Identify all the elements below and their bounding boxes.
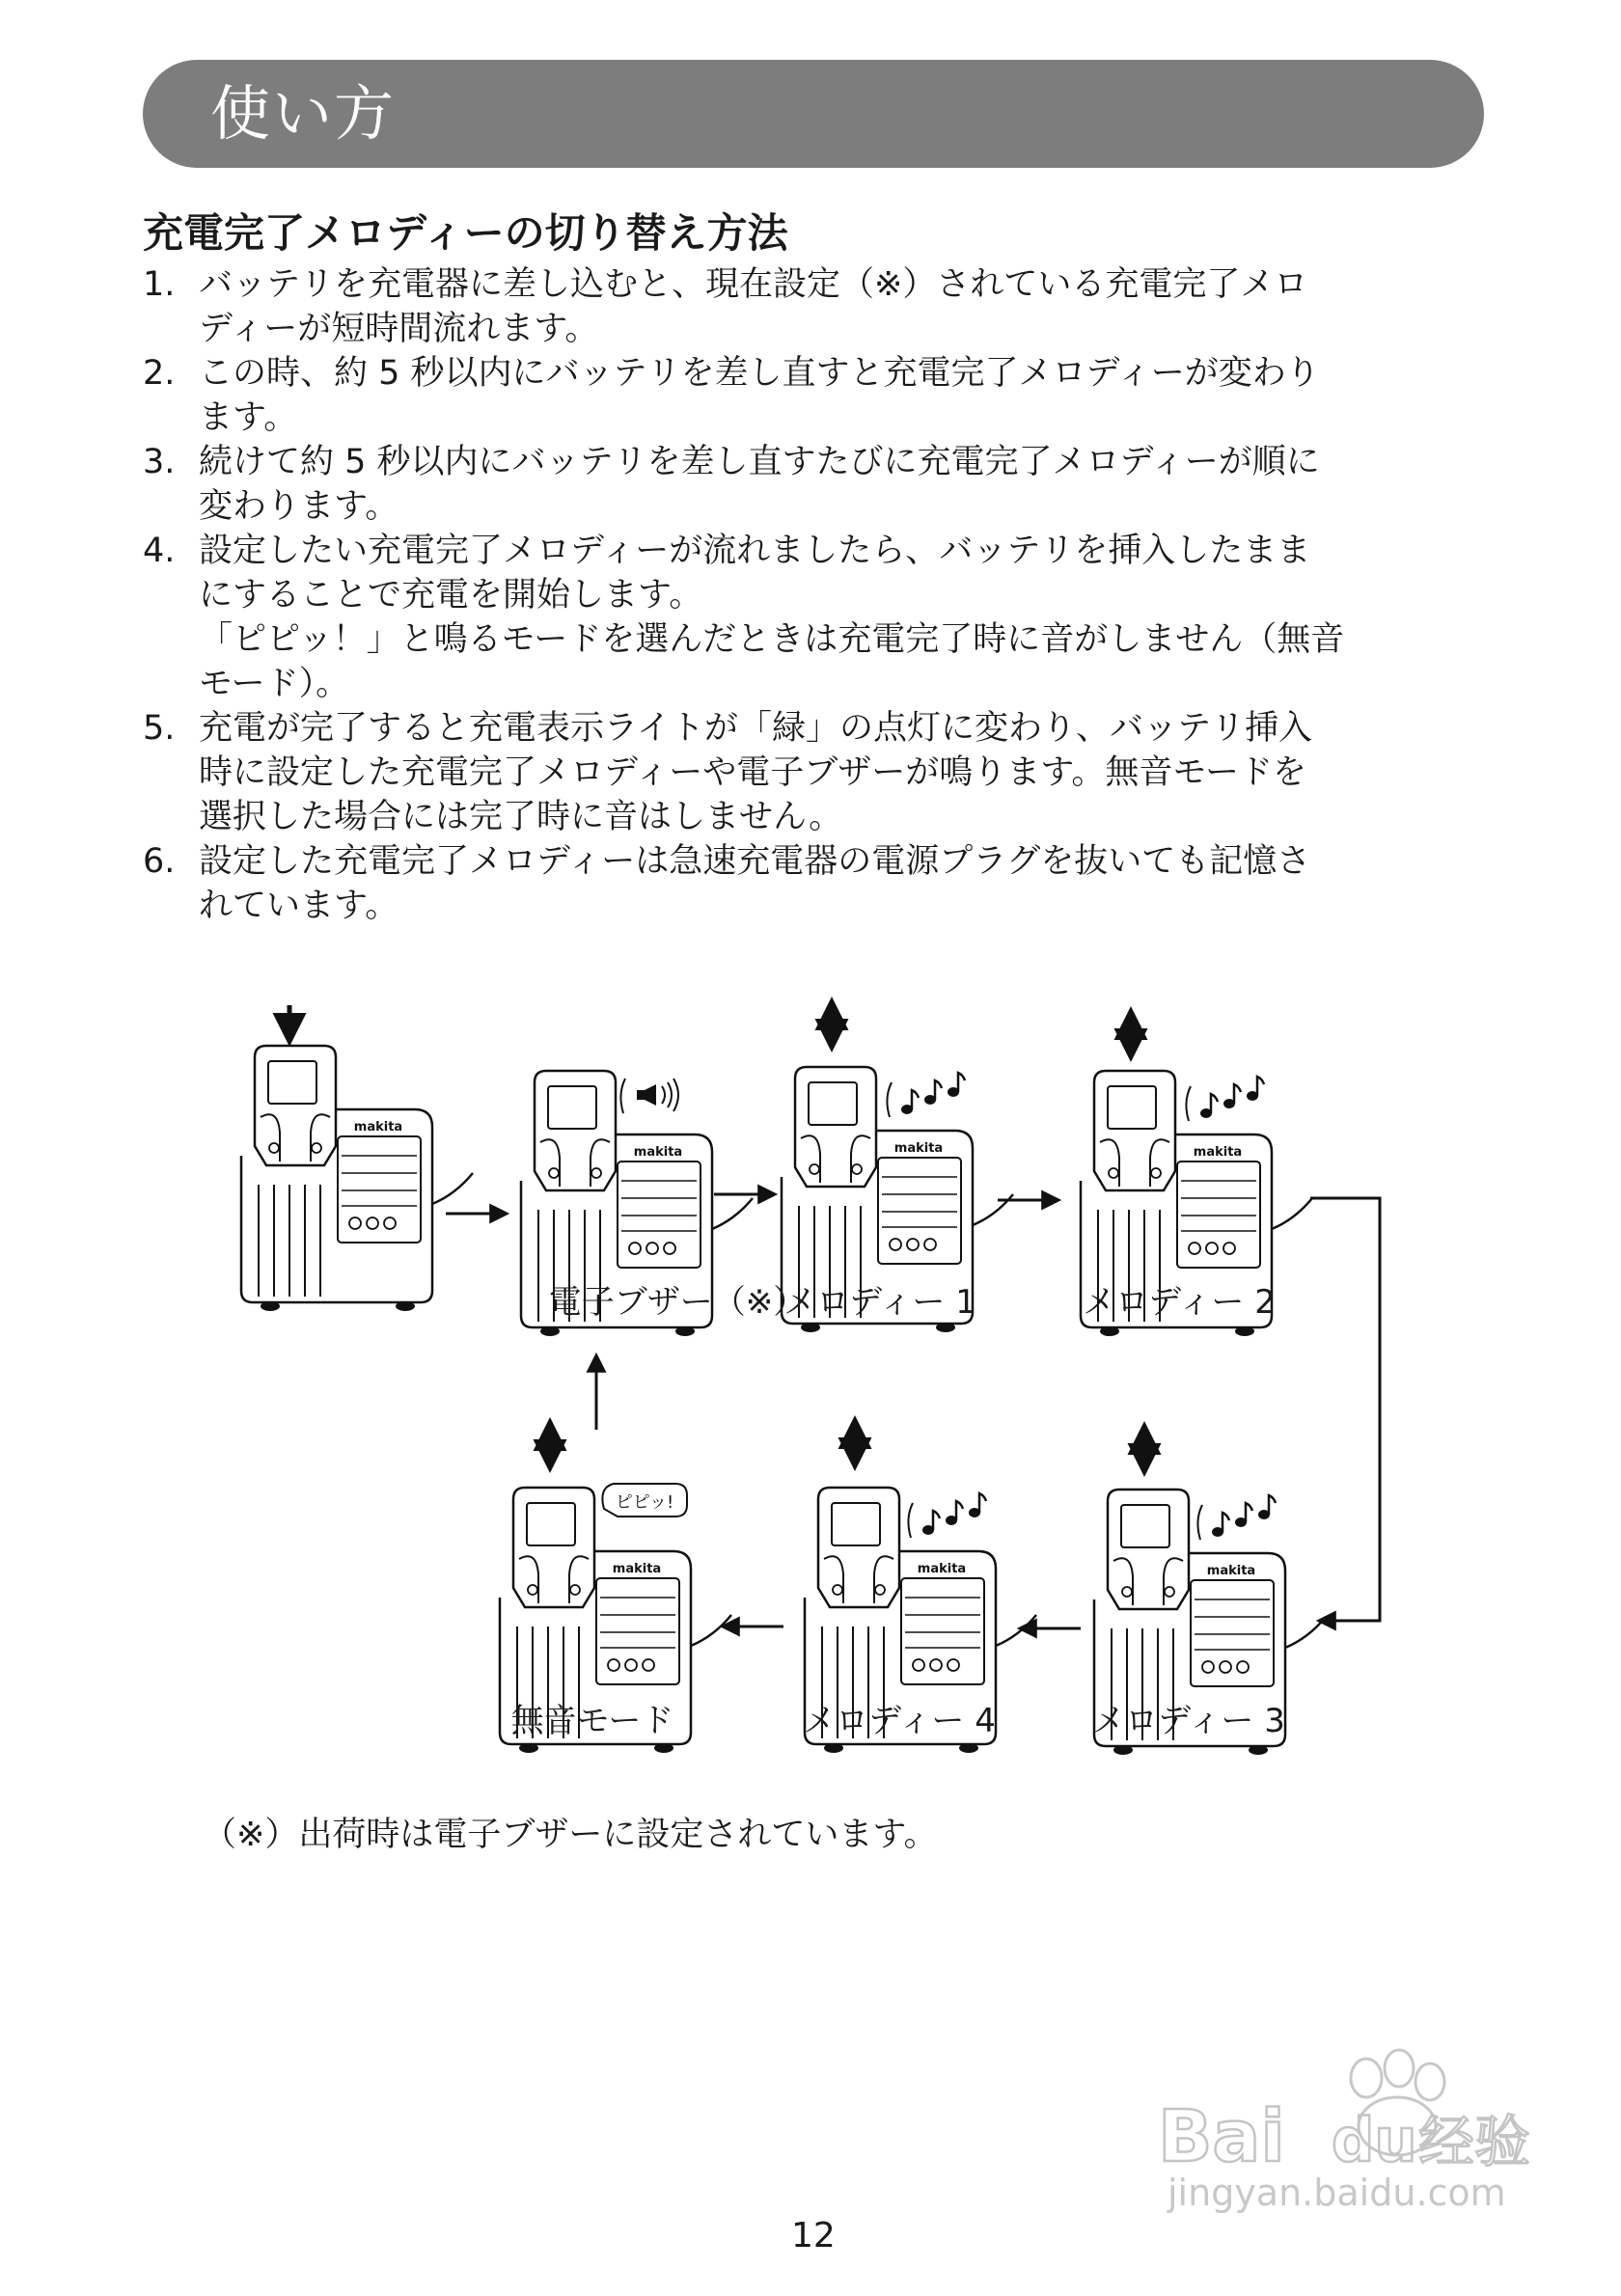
beep-bubble [602,1484,687,1517]
watermark-brand: Bai [1158,2095,1285,2178]
melody-diagram: makita ピピッ! [0,984,1621,1794]
caption-buzzer: 電子ブザー（※） [548,1283,807,1322]
caption-melody-1: メロディー 1 [783,1283,976,1322]
step-text-line: 選択した場合には完了時に音はしません。 [199,798,843,836]
footnote: （※）出荷時は電子ブザーに設定されています。 [203,1816,938,1854]
step-text-line: れています。 [199,887,399,925]
caption-melody-2: メロディー 2 [1083,1283,1276,1322]
step-item [143,351,1484,440]
step-number: 2. [143,354,176,393]
beep-bubble-text: ピピッ! [615,1492,674,1513]
step-text-line: この時、約 5 秒以内にバッテリを差し直すと充電完了メロディーが変わり [199,354,1320,393]
watermark-url: jingyan.baidu.com [1168,2172,1506,2214]
step-text-line: 設定した充電完了メロディーは急速充電器の電源プラグを抜いても記憶さ [199,842,1311,881]
step-text-line: にすることで充電を開始します。 [199,576,703,615]
step-text-line: 時に設定した充電完了メロディーや電子ブザーが鳴ります。無音モードを [199,753,1307,792]
step-item [143,839,1484,928]
step-item [143,706,1484,839]
step-number: 3. [143,443,176,481]
steps-list [143,262,1484,928]
step-text-line: 変わります。 [199,487,399,526]
step-number: 4. [143,532,176,570]
page-number: 12 [791,2216,836,2255]
step-text-line: モード）。 [199,665,350,703]
header-bar [143,60,1484,168]
step-item [143,440,1484,529]
step-number: 5. [143,709,176,748]
step-text-line: ます。 [199,398,298,437]
step-number: 1. [143,265,176,304]
step-text-line: 設定したい充電完了メロディーが流れましたら、バッテリを挿入したまま [199,532,1311,570]
step-text-line: ディーが短時間流れます。 [199,310,599,348]
caption-melody-4: メロディー 4 [803,1702,996,1740]
charger-insert [241,1005,473,1311]
watermark-brand-tail: du [1332,2105,1417,2175]
step-item [143,262,1484,351]
step-text-line: バッテリを充電器に差し込むと、現在設定（※）されている充電完了メロ [199,265,1308,304]
step-text-line: 「ピピッ！」と鳴るモードを選んだときは充電完了時に音がしません（無音 [199,620,1345,659]
watermark-cn: 经验 [1418,2109,1531,2174]
step-text-line: 充電が完了すると充電表示ライトが「緑」の点灯に変わり、バッテリ挿入 [199,709,1312,748]
caption-melody-3: メロディー 3 [1092,1702,1285,1740]
step-text-line: 続けて約 5 秒以内にバッテリを差し直すたびに充電完了メロディーが順に [199,443,1320,481]
caption-silent: 無音モード [510,1702,674,1740]
step-number: 6. [143,842,176,881]
baidu-watermark [1139,2045,1544,2219]
section-title: 充電完了メロディーの切り替え方法 [143,209,788,257]
page-title: 使い方 [210,78,397,149]
step-item [143,529,1484,706]
